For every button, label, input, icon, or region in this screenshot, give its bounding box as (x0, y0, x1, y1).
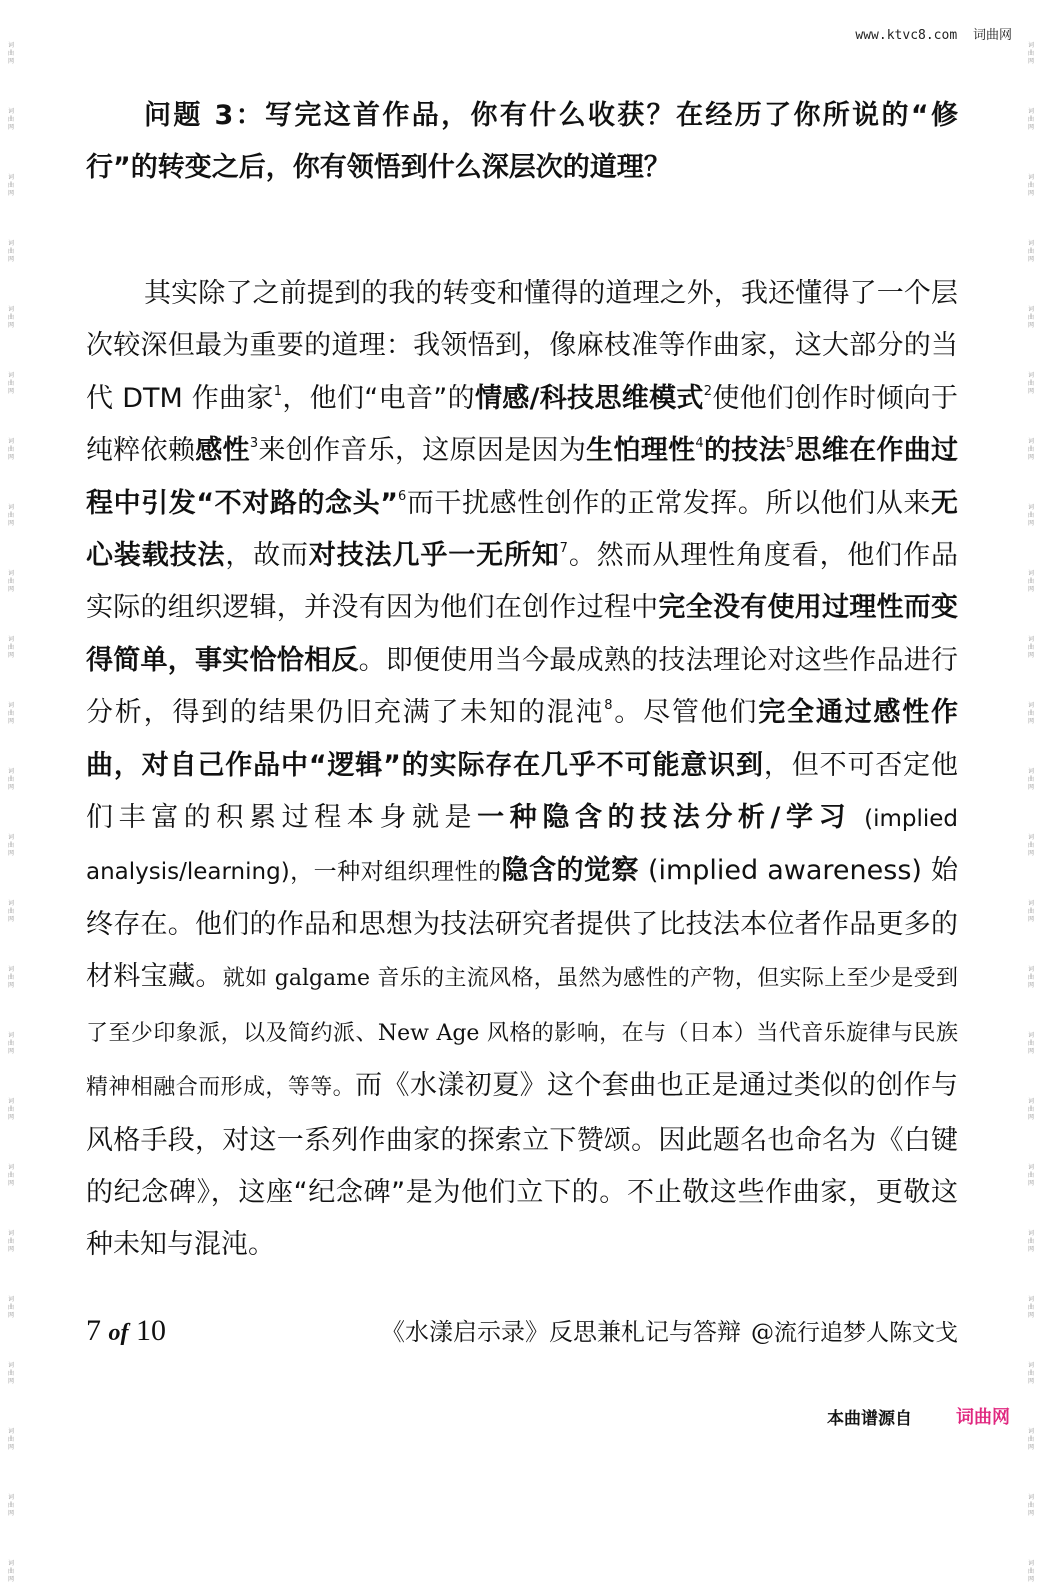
page-footer (86, 1312, 958, 1348)
side-watermark-text: 词曲网 (7, 636, 14, 659)
side-watermark-text: 词曲网 (1027, 1296, 1034, 1319)
answer-text: (implied analysis/learning)，一种对组织理性的 (86, 806, 958, 886)
answer-text: ，但不可否定他们丰富的积累过程本身就是 (86, 749, 959, 834)
side-watermark-text: 词曲网 (1027, 834, 1034, 857)
footnote-ref: 3 (249, 436, 259, 452)
footnote-ref: 6 (397, 488, 407, 504)
side-watermark-text: 词曲网 (1027, 768, 1034, 791)
answer-emphasis: 完全通过感性作曲，对自己作品中“逻辑”的实际存在几乎不可能意识到 (86, 697, 959, 781)
side-watermark-text: 词曲网 (7, 702, 14, 725)
answer-emphasis: 无心装载技法 (86, 487, 959, 572)
author: @流行追梦人陈文戈 (751, 1320, 958, 1346)
side-watermark-text: 词曲网 (7, 768, 14, 791)
side-watermark-text: 词曲网 (1027, 240, 1034, 263)
side-watermark-text: 词曲网 (1027, 1362, 1034, 1385)
side-watermark-text: 词曲网 (1027, 1230, 1034, 1253)
side-watermark-text: 词曲网 (1027, 372, 1034, 395)
side-watermark-text: 词曲网 (7, 1362, 14, 1385)
answer-text: ，故而 (225, 540, 309, 572)
side-watermark-text: 词曲网 (7, 570, 14, 593)
side-watermark-text: 词曲网 (7, 306, 14, 329)
doc-title: 《水漾启示录》反思兼札记与答辩 (381, 1318, 741, 1346)
answer-text: 。然而从理性角度看，他们作品实际的组织逻辑，并没有因为他们在创作过程中 (86, 540, 959, 624)
side-watermark-text: 词曲网 (1027, 306, 1034, 329)
source-credit (827, 1403, 1010, 1429)
page-total: 10 (136, 1314, 166, 1347)
page-of: of (108, 1320, 129, 1346)
side-watermark-text: 词曲网 (1027, 702, 1034, 725)
source-label: 本曲谱源自 (827, 1408, 912, 1429)
side-watermark-text: 词曲网 (7, 966, 14, 989)
answer-text: (implied awareness) 始终存在。他们的作品和思想为技法研究者提供了比技法本位者作品更多的材料宝藏。 (86, 855, 958, 993)
answer-emphasis: 情感/科技思维模式 (474, 382, 704, 414)
footnote-ref: 1 (273, 383, 282, 399)
side-watermark-text: 词曲网 (7, 1164, 14, 1187)
footnote-ref: 8 (604, 698, 613, 714)
side-watermark-text: 词曲网 (7, 1296, 14, 1319)
answer-text: 。即便使用当今最成熟的技法理论对这些作品进行分析，得到的结果仍旧充满了未知的混沌 (86, 644, 959, 729)
answer-text: ，他们“电音”的 (282, 382, 475, 414)
answer-emphasis: 一种隐含的技法分析/学习 (477, 802, 852, 834)
side-watermark-text: 词曲网 (1027, 504, 1034, 527)
footnote-ref: 5 (785, 436, 795, 452)
answer-aside-text: 就如 galgame 音乐的主流风格，虽然为感性的产物，但实际上至少是受到了至少印象派，以及简约派、New Age 风格的影响，在与（日本）当代音乐旋律与民族精神相融合而形成，等等。 (86, 966, 958, 1101)
side-watermark-text: 词曲网 (1027, 1494, 1034, 1517)
right-watermark-strip (1022, 0, 1040, 1583)
side-watermark-text: 词曲网 (1027, 42, 1034, 65)
answer-text: 。尽管他们 (612, 697, 759, 729)
answer-paragraph (86, 268, 958, 1272)
answer-emphasis: 完全没有使用过理性而变得简单，事实恰恰相反 (86, 592, 959, 676)
watermark-url: www.ktvc8.com (855, 28, 958, 43)
side-watermark-text: 词曲网 (1027, 1428, 1034, 1451)
answer-emphasis: 隐含的觉察 (501, 855, 639, 887)
answer-text: 而《水漾初夏》这个套曲也正是通过类似的创作与风格手段，对这一系列作曲家的探索立下赞颂。因此题名也命名为《白键的纪念碑》，这座“纪念碑”是为他们立下的。不止敬这些作曲家，更敬这种未知与混沌。 (86, 1070, 958, 1261)
question-heading: 问题 3：写完这首作品，你有什么收获？在经历了你所说的“修行”的转变之后，你有领悟到什么深层次的道理？ (86, 100, 958, 183)
side-watermark-text: 词曲网 (7, 438, 14, 461)
document-body (86, 90, 958, 1272)
side-watermark-text: 词曲网 (1027, 438, 1034, 461)
answer-text: 其实除了之前提到的我的转变和懂得的道理之外，我还懂得了一个层次较深但最为重要的道理：我领悟到，像麻枝准等作曲家，这大部分的当代 DTM 作曲家 (86, 278, 958, 414)
side-watermark-text: 词曲网 (1027, 966, 1034, 989)
side-watermark-text: 词曲网 (7, 372, 14, 395)
side-watermark-text: 词曲网 (7, 42, 14, 65)
side-watermark-text: 词曲网 (7, 1428, 14, 1451)
footnote-ref: 7 (559, 541, 568, 557)
left-watermark-strip (2, 0, 20, 1583)
side-watermark-text: 词曲网 (7, 834, 14, 857)
side-watermark-text: 词曲网 (1027, 108, 1034, 131)
footnote-ref: 2 (703, 383, 713, 399)
answer-text: 使他们创作时倾向于纯粹依赖 (86, 382, 958, 467)
side-watermark-text: 词曲网 (7, 1494, 14, 1517)
side-watermark-text: 词曲网 (7, 1098, 14, 1121)
answer-emphasis: 感性 (195, 435, 250, 467)
side-watermark-text: 词曲网 (1027, 1098, 1034, 1121)
page-number (86, 1314, 166, 1348)
side-watermark-text: 词曲网 (1027, 1164, 1034, 1187)
side-watermark-text: 词曲网 (7, 1032, 14, 1055)
side-watermark-text: 词曲网 (7, 240, 14, 263)
top-watermark (855, 24, 1012, 43)
side-watermark-text: 词曲网 (1027, 174, 1034, 197)
side-watermark-text: 词曲网 (7, 504, 14, 527)
side-watermark-text: 词曲网 (7, 1560, 14, 1583)
answer-emphasis: 思维在作曲过程中引发“不对路的念头” (86, 435, 959, 519)
side-watermark-text: 词曲网 (1027, 1560, 1034, 1583)
answer-text: 而干扰感性创作的正常发挥。所以他们从来 (406, 487, 932, 519)
source-brand[interactable]: 词曲网 (956, 1407, 1010, 1428)
footer-title (381, 1312, 958, 1347)
side-watermark-text: 词曲网 (1027, 1032, 1034, 1055)
side-watermark-text: 词曲网 (7, 174, 14, 197)
side-watermark-text: 词曲网 (1027, 570, 1034, 593)
side-watermark-text: 词曲网 (7, 108, 14, 131)
answer-emphasis: 对技法几乎一无所知 (308, 540, 560, 572)
footnote-ref: 4 (695, 436, 704, 452)
watermark-site-name: 词曲网 (972, 28, 1012, 43)
side-watermark-text: 词曲网 (7, 900, 14, 923)
side-watermark-text: 词曲网 (7, 1230, 14, 1253)
answer-emphasis: 生怕理性 (586, 435, 696, 467)
answer-text: 来创作音乐，这原因是因为 (258, 435, 587, 467)
answer-emphasis: 的技法 (703, 435, 786, 467)
side-watermark-text: 词曲网 (1027, 636, 1034, 659)
page-current: 7 (86, 1314, 101, 1347)
side-watermark-text: 词曲网 (1027, 900, 1034, 923)
